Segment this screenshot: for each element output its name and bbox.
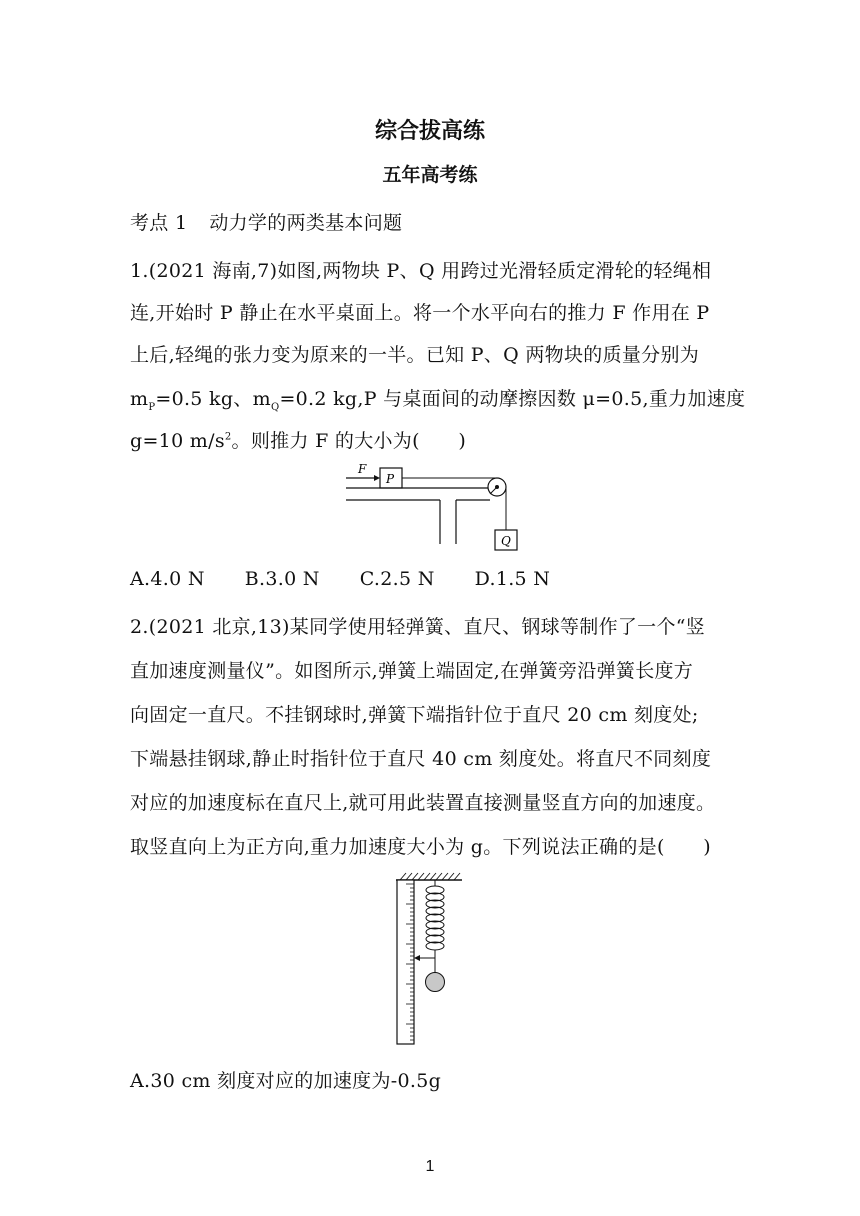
label-f: F bbox=[358, 462, 367, 476]
section-heading bbox=[130, 208, 402, 235]
label-q: Q bbox=[501, 534, 511, 548]
spring bbox=[426, 886, 444, 950]
q1-line-2: 连,开始时 P 静止在水平桌面上。将一个水平向右的推力 F 作用在 P bbox=[130, 302, 710, 324]
subscript-q: Q bbox=[270, 401, 280, 413]
label-p: P bbox=[386, 472, 395, 486]
q1-line-5-part-a: g=10 m/s bbox=[130, 430, 225, 452]
option-d[interactable]: D.1.5 N bbox=[474, 568, 551, 590]
q1-options bbox=[130, 568, 590, 590]
q2-line-1: 2.(2021 北京,13)某同学使用轻弹簧、直尺、钢球等制作了一个“竖 bbox=[130, 616, 706, 638]
q2-line-6: 取竖直向上为正方向,重力加速度大小为 g。下列说法正确的是( ) bbox=[130, 836, 711, 858]
ruler bbox=[397, 880, 414, 1044]
pulley-figure bbox=[340, 460, 530, 556]
q2-option-a[interactable]: A.30 cm 刻度对应的加速度为-0.5g bbox=[130, 1070, 442, 1092]
page-title: 综合拔高练 bbox=[374, 119, 485, 144]
q2-line-3: 向固定一直尺。不挂钢球时,弹簧下端指针位于直尺 20 cm 刻度处; bbox=[130, 704, 699, 726]
q1-line-4 bbox=[130, 384, 745, 413]
q1-line-4-part-b: =0.2 kg,P 与桌面间的动摩擦因数 μ=0.5,重力加速度 bbox=[279, 388, 746, 410]
q2-line-2: 直加速度测量仪”。如图所示,弹簧上端固定,在弹簧旁沿弹簧长度方 bbox=[130, 660, 694, 682]
q2-line-5: 对应的加速度标在直尺上,就可用此装置直接测量竖直方向的加速度。 bbox=[130, 792, 716, 814]
superscript-2: 2 bbox=[224, 431, 232, 443]
spring-figure bbox=[394, 870, 464, 1048]
q1-line-4-part-a: =0.5 kg、m bbox=[155, 388, 271, 410]
q2-line-4: 下端悬挂钢球,静止时指针位于直尺 40 cm 刻度处。将直尺不同刻度 bbox=[130, 748, 712, 770]
steel-ball bbox=[426, 973, 445, 992]
q1-line-5-part-b: 。则推力 F 的大小为( ) bbox=[231, 430, 467, 452]
mass-symbol: m bbox=[130, 388, 149, 410]
option-a[interactable]: A.4.0 N bbox=[130, 568, 205, 590]
q1-line-1: 1.(2021 海南,7)如图,两物块 P、Q 用跨过光滑轻质定滑轮的轻绳相 bbox=[130, 260, 712, 282]
section-label: 考点 1 bbox=[130, 212, 188, 234]
section-name: 动力学的两类基本问题 bbox=[209, 212, 403, 234]
page-subtitle: 五年高考练 bbox=[382, 164, 478, 186]
subscript-p: P bbox=[148, 401, 156, 413]
page-number: 1 bbox=[425, 1158, 435, 1175]
q1-line-5 bbox=[130, 426, 466, 453]
option-b[interactable]: B.3.0 N bbox=[244, 568, 320, 590]
q1-line-3: 上后,轻绳的张力变为原来的一半。已知 P、Q 两物块的质量分别为 bbox=[130, 344, 700, 366]
option-c[interactable]: C.2.5 N bbox=[359, 568, 435, 590]
